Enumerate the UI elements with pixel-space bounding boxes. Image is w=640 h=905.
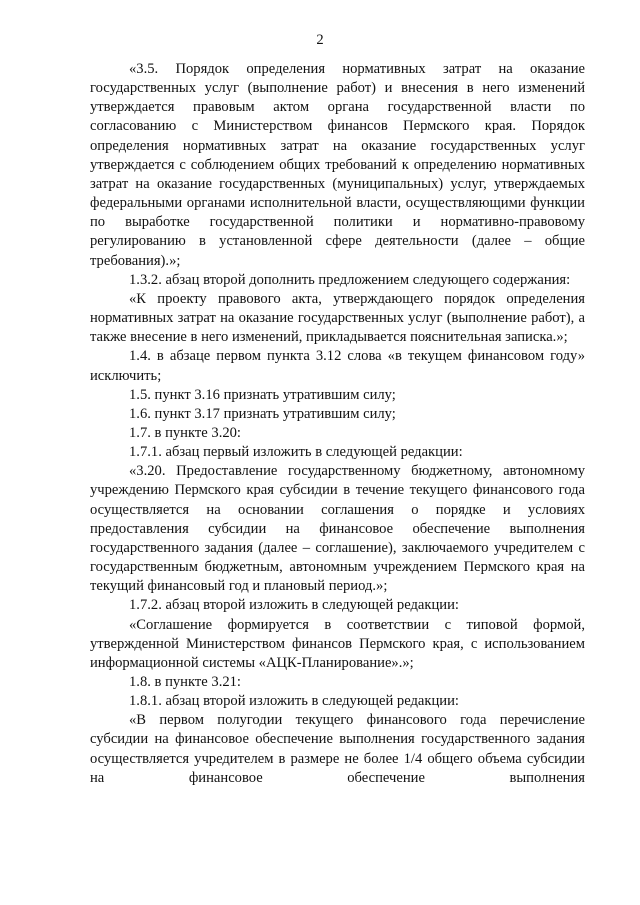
page-number: 2 [316,32,324,48]
paragraph-agreement: «Соглашение формируется в соответствии с типовой формой, утвержденной Министерством финансов Пермского края, с использованием информационной системы «АЦК-Планирование».»; [90,616,585,671]
paragraph-1-7: 1.7. в пункте 3.20: [129,424,241,441]
paragraph-1-6: 1.6. пункт 3.17 признать утратившим силу; [129,405,396,422]
document-body [90,60,585,788]
paragraph-1-4: 1.4. в абзаце первом пункта 3.12 слова «в текущем финансовом году» исключить; [90,348,585,384]
paragraph-1-8: 1.8. в пункте 3.21: [129,674,241,690]
paragraph-quote-note: «К проекту правового акта, утверждающего порядок определения нормативных затрат на оказание государственных услуг (выполнение работ), а также внесение в него изменений, прикладывается пояснительная записка.»; [90,290,585,346]
paragraph-3-5: «3.5. Порядок определения нормативных затрат на оказание государственных услуг (выполнение работ) и внесения в него изменений утверждается правовым актом органа государственной власти по согласованию с Министерством финансов Пермского края. Порядок определения нормативных затрат на оказание государственных услуг утверждается с соблюдением общих требований к определению нормативных затрат на оказание государственных (муниципальных) услуг, утверждаемых федеральными органами исполнительной власти, осуществляющими функции по выработке государственной политики и нормативно-правовому регулированию в установленной сфере деятельности (далее – общие требования).»; [90,61,585,269]
paragraph-3-20: «3.20. Предоставление государственному бюджетному, автономному учреждению Пермского края субсидии в течение текущего финансового года осуществляется на основании соглашения о порядке и условиях предоставления субсидии на финансовое обеспечение выполнения государственного задания (далее – соглашение), заключаемого учредителем с государственным бюджетным, автономным учреждением Пермского края на текущий финансовый год и плановый период.»; [90,463,585,595]
paragraph-1-7-2: 1.7.2. абзац второй изложить в следующей редакции: [129,597,459,614]
paragraph-first-half-year: «В первом полугодии текущего финансового года перечисление субсидии на финансовое обеспечение выполнения государственного задания осуществляется учредителем в размере не более 1/4 общего объема субсидии на финансовое обеспечение выполнения [90,712,585,786]
paragraph-1-7-1: 1.7.1. абзац первый изложить в следующей редакции: [129,444,463,461]
paragraph-1-5: 1.5. пункт 3.16 признать утратившим силу; [129,386,396,403]
paragraph-1-3-2: 1.3.2. абзац второй дополнить предложением следующего содержания: [129,271,571,288]
paragraph-1-8-1: 1.8.1. абзац второй изложить в следующей редакции: [129,693,459,710]
